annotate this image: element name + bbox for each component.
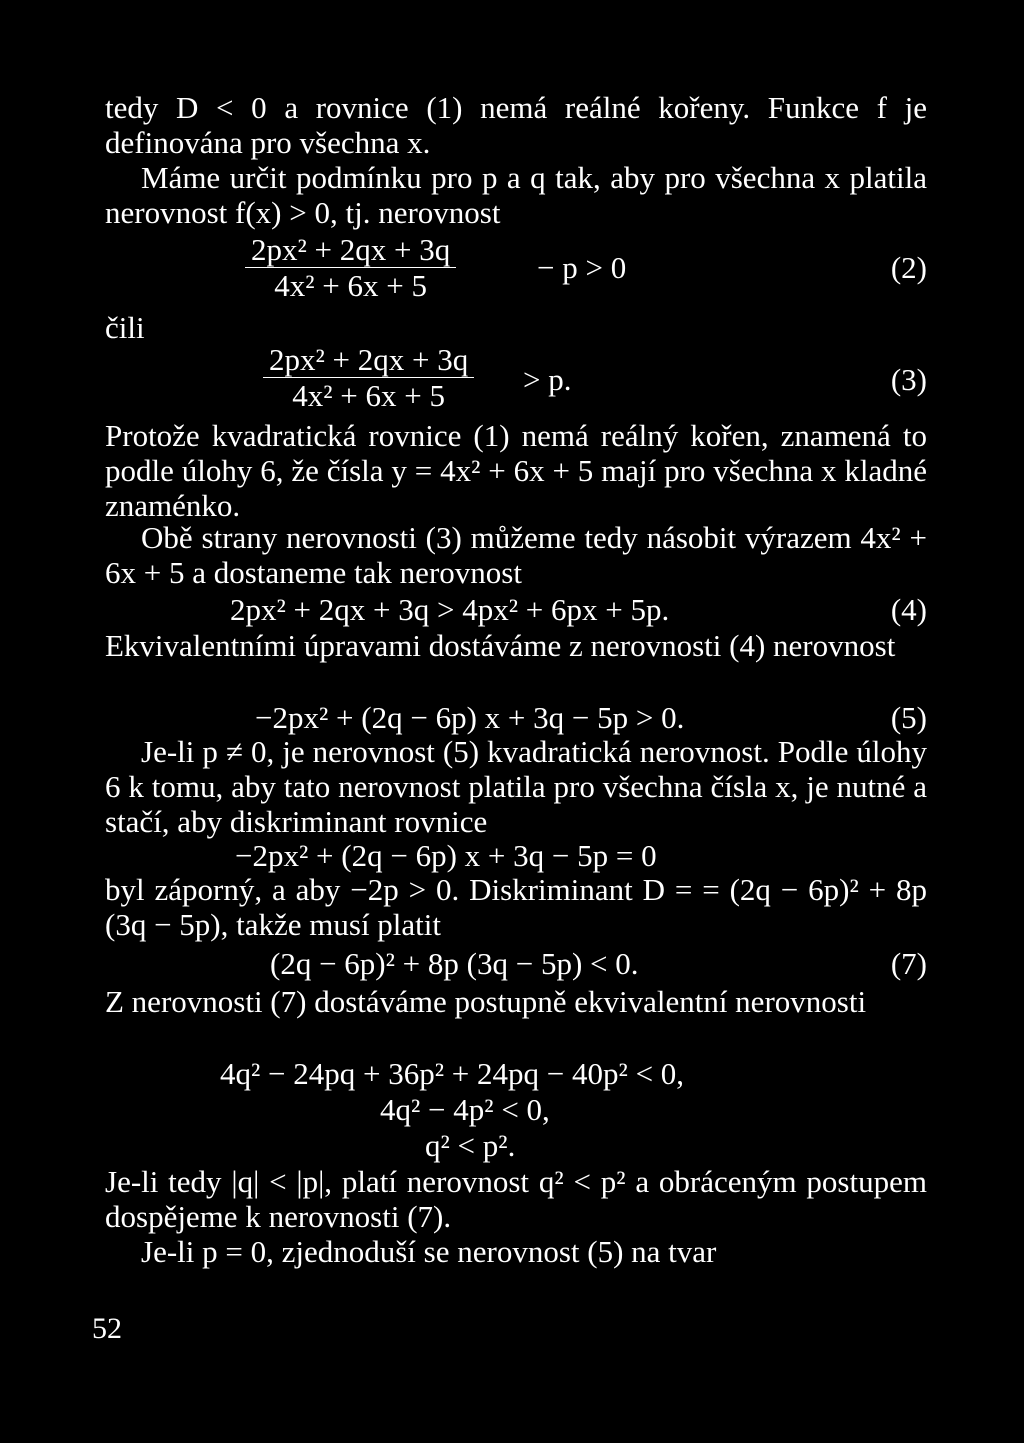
paragraph-7: byl záporný, a aby −2p > 0. Diskriminant D = = (2q − 6p)² + 8p (3q − 5p), takže musí platit [105,872,927,942]
equation-3-numerator: 2px² + 2qx + 3q [269,342,469,377]
equation-8a [105,1056,927,1096]
paragraph-9: Je-li tedy |q| < |p|, platí nerovnost q² < p² a obráceným postupem dospějeme k nerovnosti (7). [105,1164,927,1234]
equation-2-denominator: 4x² + 6x + 5 [274,268,428,303]
paragraph-8: Z nerovnosti (7) dostáváme postupně ekvivalentní nerovnosti [105,984,867,1019]
equation-2 [105,232,927,302]
equation-7 [105,946,927,986]
equation-8c-text: q² < p². [425,1128,516,1163]
paragraph-1: tedy D < 0 a rovnice (1) nemá reálné kořeny. Funkce f je definována pro všechna x. [105,90,927,160]
equation-2-numerator: 2px² + 2qx + 3q [251,232,451,267]
equation-8b-text: 4q² − 4p² < 0, [380,1092,550,1127]
equation-4 [105,592,927,632]
paragraph-2: Máme určit podmínku pro p a q tak, aby pro všechna x platila nerovnost f(x) > 0, tj. nerovnost [105,160,927,230]
equation-3 [105,342,927,412]
page-number: 52 [92,1312,122,1345]
equation-8b [105,1092,927,1132]
equation-2-rest: − p > 0 [537,250,627,285]
paragraph-4: Obě strany nerovnosti (3) můžeme tedy násobit výrazem 4x² + 6x + 5 a dostaneme tak nerovnost [105,520,927,590]
equation-8a-text: 4q² − 24pq + 36p² + 24pq − 40p² < 0, [220,1056,685,1091]
equation-2-fraction [245,232,456,303]
equation-4-text: 2px² + 2qx + 3q > 4px² + 6px + 5p. [230,592,670,627]
equation-6-text: −2px² + (2q − 6p) x + 3q − 5p = 0 [235,838,657,873]
equation-2-label: (2) [890,250,927,285]
word-cili: čili [105,310,145,345]
paragraph-3: Protože kvadratická rovnice (1) nemá reálný kořen, znamená to podle úlohy 6, že čísla y = 4x² + 6x + 5 mají pro všechna x kladné znaménko. [105,418,927,523]
paragraph-6: Je-li p ≠ 0, je nerovnost (5) kvadratická nerovnost. Podle úlohy 6 k tomu, aby tato nerovnost platila pro všechna čísla x, je nutné a stačí, aby diskriminant rovnice [105,734,927,839]
equation-5-text: −2px² + (2q − 6p) x + 3q − 5p > 0. [255,700,685,735]
equation-3-fraction [263,342,474,413]
equation-7-label: (7) [890,946,927,981]
equation-3-rest: > p. [523,362,572,397]
equation-3-label: (3) [890,362,927,397]
equation-4-label: (4) [890,592,927,627]
paragraph-5: Ekvivalentními úpravami dostáváme z nerovnosti (4) nerovnost [105,628,896,663]
equation-3-denominator: 4x² + 6x + 5 [292,378,446,413]
equation-5-label: (5) [890,700,927,735]
paragraph-10: Je-li p = 0, zjednoduší se nerovnost (5) na tvar [141,1234,717,1269]
equation-8c [105,1128,927,1168]
equation-7-text: (2q − 6p)² + 8p (3q − 5p) < 0. [270,946,639,981]
